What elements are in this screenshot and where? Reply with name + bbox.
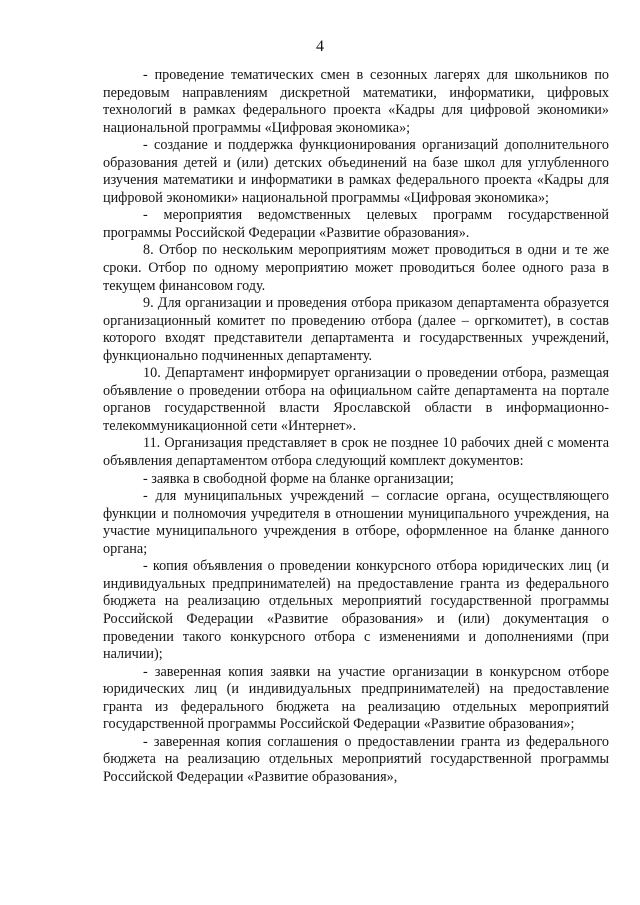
paragraph-item-10: 10. Департамент информирует организации о проведении отбора, размещая объявление о проведении отбора на официальном сайте департамента на портале органов государственной власти Ярославской области в информационно-телекоммуникационной сети «Интернет». xyxy=(103,365,609,434)
paragraph-bullet-thematic-shifts: - проведение тематических смен в сезонных лагерях для школьников по передовым направлениям дискретной математики, информатики, цифровых технологий в рамках федерального проекта «Кадры для цифровой экономики» национальной программы «Цифровая экономика»; xyxy=(103,67,609,136)
paragraph-bullet-application: - заявка в свободной форме на бланке организации; xyxy=(143,470,454,487)
paragraph-bullet-additional-education: - создание и поддержка функционирования организаций дополнительного образования детей и (или) детских объединений на базе школ для углубленного изучения математики и информатики в рамках федерального проекта «Кадры для цифровой экономики» национальной программы «Цифровая экономика»; xyxy=(103,137,609,206)
paragraph-bullet-municipal-consent: - для муниципальных учреждений – согласие органа, осуществляющего функции и полномочия учредителя в отношении муниципального учреждения, на участие муниципального учреждения в отборе, оформленное на бланке данного органа; xyxy=(103,488,609,557)
paragraph-item-8: 8. Отбор по нескольким мероприятиям может проводиться в одни и те же сроки. Отбор по одному мероприятию может проводиться более одного раза в текущем финансовом году. xyxy=(103,242,609,294)
paragraph-item-9: 9. Для организации и проведения отбора приказом департамента образуется организационный комитет по проведению отбора (далее – оргкомитет), в состав которого входят представители департамента и государственных учреждений, функционально подчиненных департаменту. xyxy=(103,295,609,364)
body-text xyxy=(103,67,609,786)
paragraph-bullet-application-copy: - заверенная копия заявки на участие организации в конкурсном отборе юридических лиц (и индивидуальных предпринимателей) на предоставление гранта из федерального бюджета на реализацию отдельных мероприятий государственной программы Российской Федерации «Развитие образования»; xyxy=(103,663,609,733)
paragraph-item-11: 11. Организация представляет в срок не позднее 10 рабочих дней с момента объявления департаментом отбора следующий комплект документов: xyxy=(103,435,609,470)
paragraph-bullet-departmental-programs: - мероприятия ведомственных целевых программ государственной программы Российской Федерации «Развитие образования». xyxy=(103,207,609,241)
page-number: 4 xyxy=(316,38,324,55)
paragraph-bullet-announcement-copy: - копия объявления о проведении конкурсного отбора юридических лиц (и индивидуальных предпринимателей) на предоставление гранта из федерального бюджета на реализацию отдельных мероприятий государственной программы Российской Федерации «Развитие образования» и (или) документация о проведении такого конкурсного отбора с изменениями и дополнениями (при наличии); xyxy=(103,558,609,663)
paragraph-bullet-agreement-copy: - заверенная копия соглашения о предоставлении гранта из федерального бюджета на реализацию отдельных мероприятий государственной программы Российской Федерации «Развитие образования», xyxy=(103,733,609,785)
